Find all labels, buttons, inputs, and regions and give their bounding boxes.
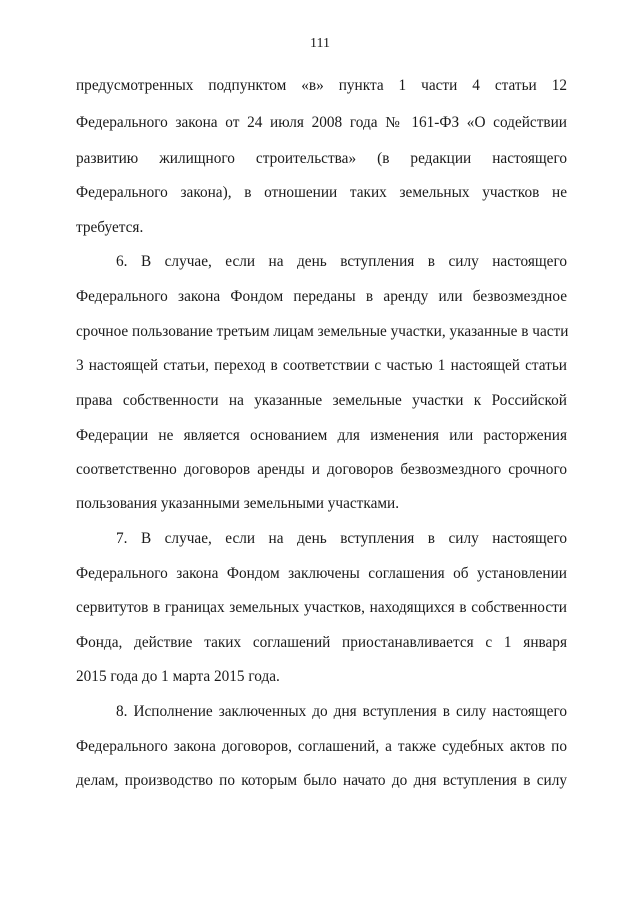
text-line: 3 настоящей статьи, переход в соответствии с частью 1 настоящей статьи <box>76 357 567 374</box>
text-line: Фонда, действие таких соглашений приостанавливается с 1 января <box>76 634 567 651</box>
text-line: пользования указанными земельными участками. <box>76 495 400 512</box>
paragraph-first-line: 7. В случае, если на день вступления в силу настоящего <box>116 530 567 547</box>
text-line: 2015 года до 1 марта 2015 года. <box>76 668 280 685</box>
text-line: развитию жилищного строительства» (в редакции настоящего <box>76 150 567 167</box>
page-number: 111 <box>310 36 330 51</box>
text-line: предусмотренных подпунктом «в» пункта 1 части 4 статьи 12 <box>76 77 567 94</box>
text-line: Федерального закона Фондом переданы в аренду или безвозмездное <box>76 288 567 305</box>
text-line: Федерального закона договоров, соглашений, а также судебных актов по <box>76 738 567 755</box>
text-line: требуется. <box>76 219 144 236</box>
text-line: права собственности на указанные земельные участки к Российской <box>76 392 567 409</box>
paragraph-first-line: 6. В случае, если на день вступления в силу настоящего <box>116 253 567 270</box>
text-line: Федерального закона от 24 июля 2008 года № 161-ФЗ «О содействии <box>76 114 567 131</box>
text-line: делам, производство по которым было начато до дня вступления в силу <box>76 772 567 789</box>
text-line: сервитутов в границах земельных участков, находящихся в собственности <box>76 599 567 616</box>
text-line: срочное пользование третьим лицам земельные участки, указанные в части <box>76 323 569 340</box>
text-line: Федерального закона Фондом заключены соглашения об установлении <box>76 565 567 582</box>
text-line: Федерации не является основанием для изменения или расторжения <box>76 427 567 444</box>
paragraph-first-line: 8. Исполнение заключенных до дня вступления в силу настоящего <box>116 703 567 720</box>
text-line: Федерального закона), в отношении таких земельных участков не <box>76 184 567 201</box>
text-line: соответственно договоров аренды и договоров безвозмездного срочного <box>76 461 567 478</box>
